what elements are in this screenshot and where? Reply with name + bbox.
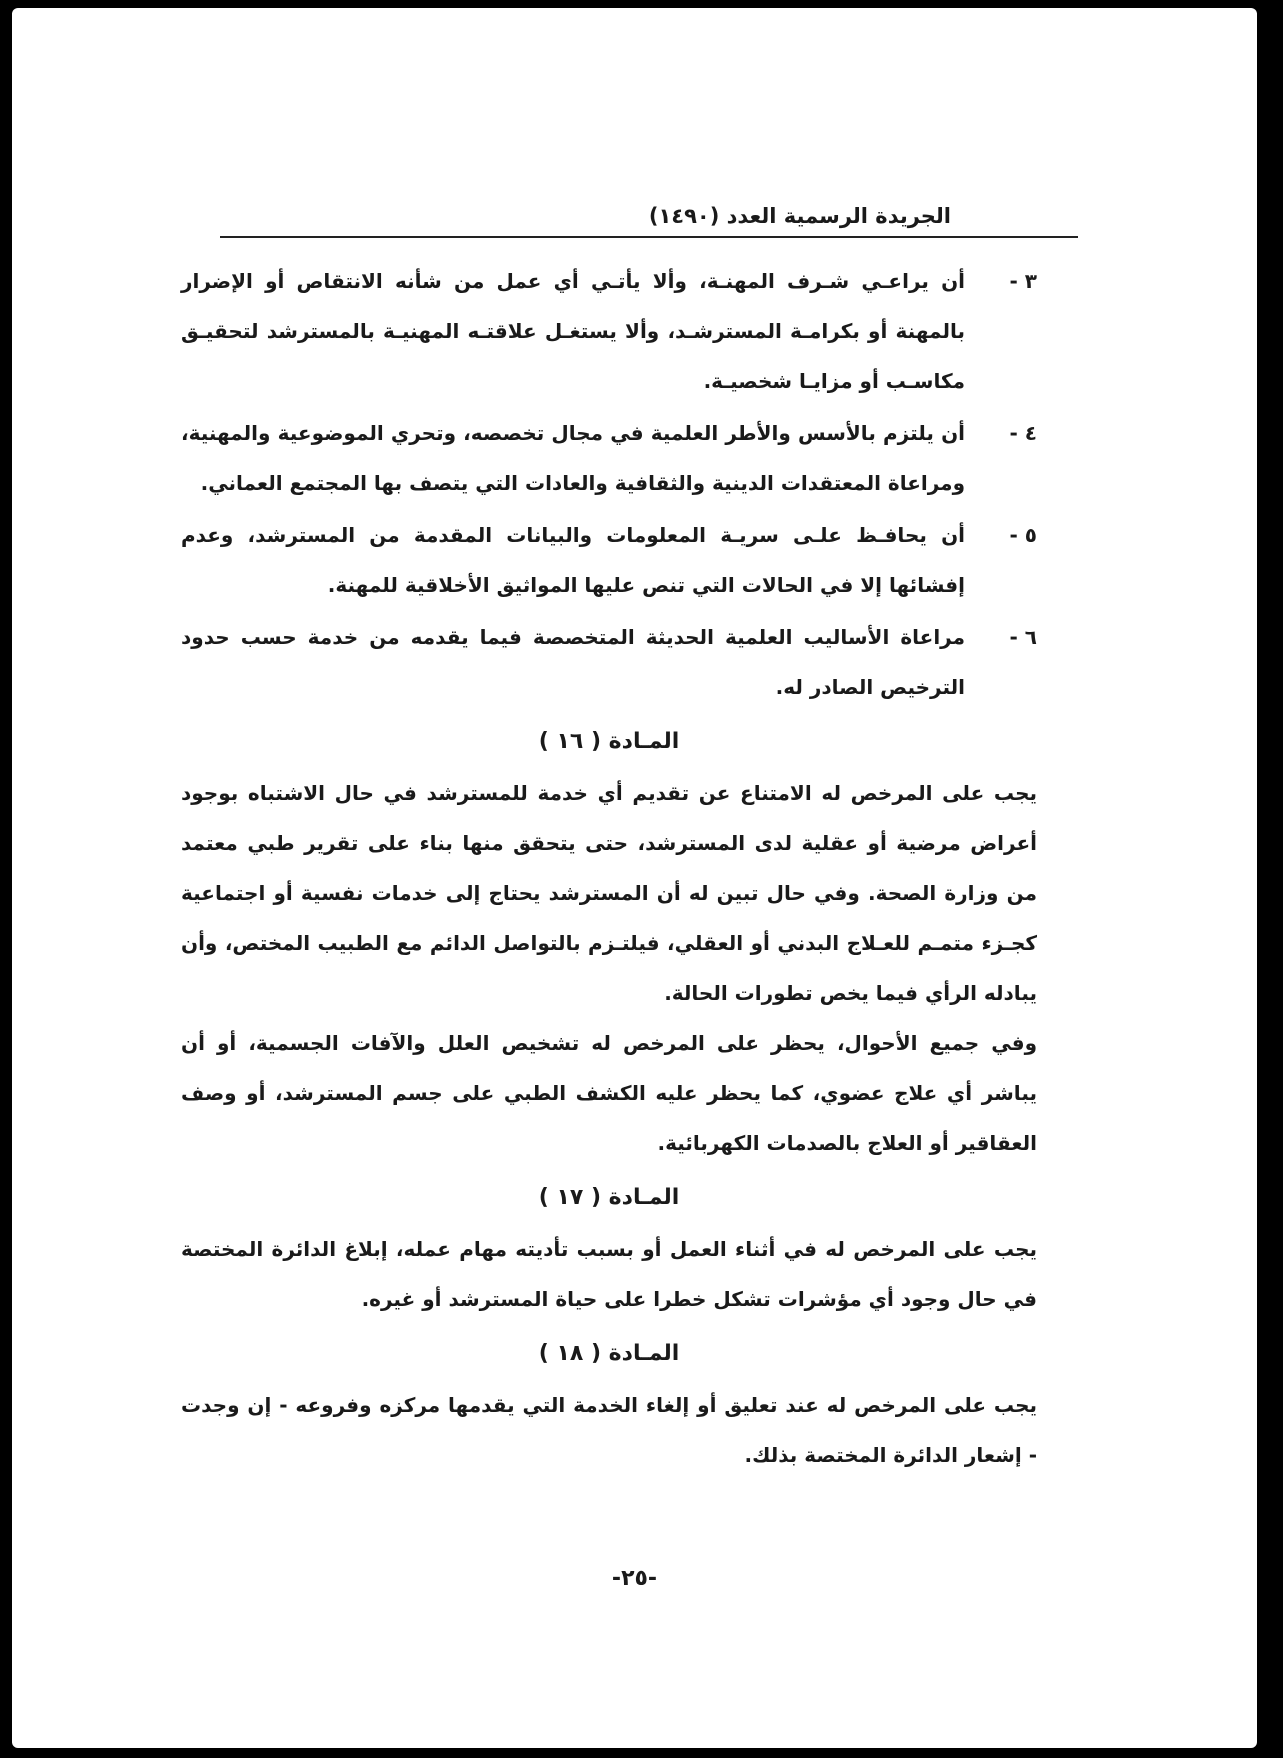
article-18-paragraph: يجب على المرخص له عند تعليق أو إلغاء الخدمة التي يقدمها مركزه وفروعه - إن وجدت - إشعار الدائرة المختصة بذلك. [181, 1393, 1037, 1467]
list-item-text: أن يلتزم بالأسس والأطر العلمية في مجال تخصصه، وتحري الموضوعية والمهنية، ومراعاة المعتقدات الدينية والثقافية والعادات التي يتصف بها المجتمع العماني. [181, 421, 965, 495]
list-item [181, 612, 1037, 712]
article-16-paragraph-1: يجب على المرخص له الامتناع عن تقديم أي خدمة للمسترشد في حال الاشتباه بوجود أعراض مرضية أو عقلية لدى المسترشد، حتى يتحقق منها بناء على تقرير طبي معتمد من وزارة الصحة. وفي حال تبين له أن المسترشد يحتاج إلى خدمات نفسية أو اجتماعية كجـزء متمـم للعـلاج البدني أو العقلي، فيلتـزم بالتواصل الدائم مع الطبيب المختص، وأن يبادله الرأي فيما يخص تطورات الحالة. [181, 781, 1037, 1005]
page-content [12, 8, 1257, 1748]
article-17-paragraph: يجب على المرخص له في أثناء العمل أو بسبب تأديته مهام عمله، إبلاغ الدائرة المختصة في حال وجود أي مؤشرات تشكل خطرا على حياة المسترشد أو غيره. [181, 1237, 1037, 1311]
article-16-paragraph-2: وفي جميع الأحوال، يحظر على المرخص له تشخيص العلل والآفات الجسمية، أو أن يباشر أي علاج عضوي، كما يحظر عليه الكشف الطبي على جسم المسترشد، أو وصف العقاقير أو العلاج بالصدمات الكهربائية. [181, 1031, 1037, 1155]
list-item [181, 408, 1037, 508]
page-number: -٢٥- [611, 1566, 658, 1591]
list-item-number: ٦ - [1009, 625, 1037, 649]
page-body [181, 256, 1037, 1480]
list-item-text: مراعاة الأساليب العلمية الحديثة المتخصصة فيما يقدمه من خدمة حسب حدود الترخيص الصادر له. [181, 625, 965, 699]
list-item-number: ٤ - [1009, 421, 1037, 445]
gazette-header: الجريدة الرسمية العدد (١٤٩٠) [648, 204, 951, 228]
article-18-title: المـادة ( ١٨ ) [538, 1341, 680, 1366]
list-item-text: أن يراعـي شـرف المهنـة، وألا يأتـي أي عمل من شأنه الانتقاص أو الإضرار بالمهنة أو بكرامـة المسترشـد، وألا يستغـل علاقتـه المهنيـة بالمسترشد لتحقيـق مكاسـب أو مزايـا شخصيـة. [181, 269, 965, 393]
list-item-number: ٥ - [1009, 523, 1037, 547]
header-divider [220, 236, 1078, 238]
document-page [12, 8, 1257, 1748]
article-16-title: المـادة ( ١٦ ) [538, 729, 680, 754]
list-item-number: ٣ - [1009, 269, 1037, 293]
list-item [181, 256, 1037, 406]
article-17-title: المـادة ( ١٧ ) [538, 1185, 680, 1210]
list-item [181, 510, 1037, 610]
list-item-text: أن يحافـظ علـى سريـة المعلومات والبيانات المقدمة من المسترشد، وعدم إفشائها إلا في الحالات التي تنص عليها المواثيق الأخلاقية للمهنة. [181, 523, 965, 597]
